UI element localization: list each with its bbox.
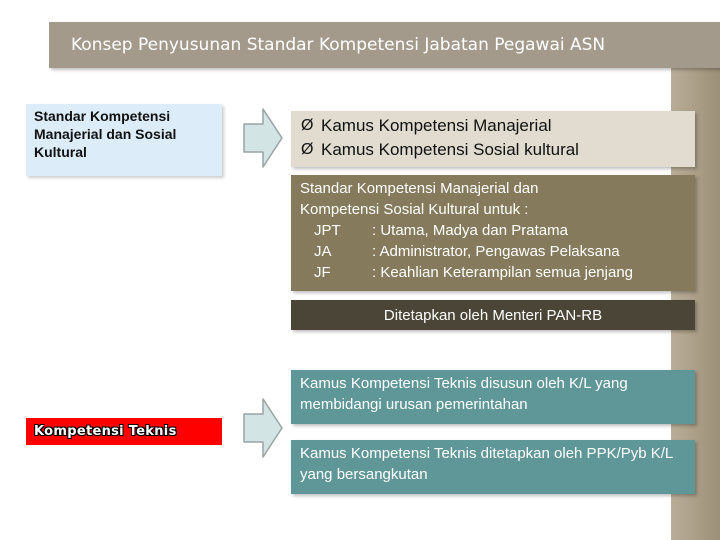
list-item xyxy=(301,138,685,162)
standar-kompetensi-box xyxy=(291,175,695,291)
bullet-arrow-icon: Ø xyxy=(301,117,314,134)
standar-intro-line: Standar Kompetensi Manajerial dan xyxy=(300,180,539,197)
jabatan-code: JPT xyxy=(314,222,341,239)
kamus-list-box xyxy=(291,111,695,167)
table-row xyxy=(300,241,686,262)
arrow-right-icon xyxy=(243,108,283,168)
jabatan-code: JA xyxy=(314,243,332,260)
label-standar-manajerial: Standar Kompetensi Manajerial dan Sosial Kultural xyxy=(26,104,222,176)
standar-intro-line: Kompetensi Sosial Kultural untuk : xyxy=(300,201,529,218)
label-kompetensi-teknis: Kompetensi Teknis xyxy=(26,418,222,445)
table-row xyxy=(300,262,686,283)
table-row xyxy=(300,220,686,241)
penetapan-banner: Ditetapkan oleh Menteri PAN-RB xyxy=(291,300,695,330)
teknis-ditetapkan-box: Kamus Kompetensi Teknis ditetapkan oleh PPK/Pyb K/L yang bersangkutan xyxy=(291,440,695,494)
arrow-right-icon xyxy=(243,398,283,458)
teknis-disusun-box: Kamus Kompetensi Teknis disusun oleh K/L yang membidangi urusan pemerintahan xyxy=(291,370,695,424)
list-item xyxy=(301,114,685,138)
page-title: Konsep Penyusunan Standar Kompetensi Jabatan Pegawai ASN xyxy=(49,22,720,68)
kamus-item-label: Kamus Kompetensi Sosial kultural xyxy=(321,140,579,159)
jabatan-desc: : Keahlian Keterampilan semua jenjang xyxy=(372,264,633,281)
jabatan-code: JF xyxy=(314,264,331,281)
jabatan-desc: : Administrator, Pengawas Pelaksana xyxy=(372,243,620,260)
jabatan-desc: : Utama, Madya dan Pratama xyxy=(372,222,568,239)
bullet-arrow-icon: Ø xyxy=(301,141,314,158)
kamus-item-label: Kamus Kompetensi Manajerial xyxy=(321,116,552,135)
